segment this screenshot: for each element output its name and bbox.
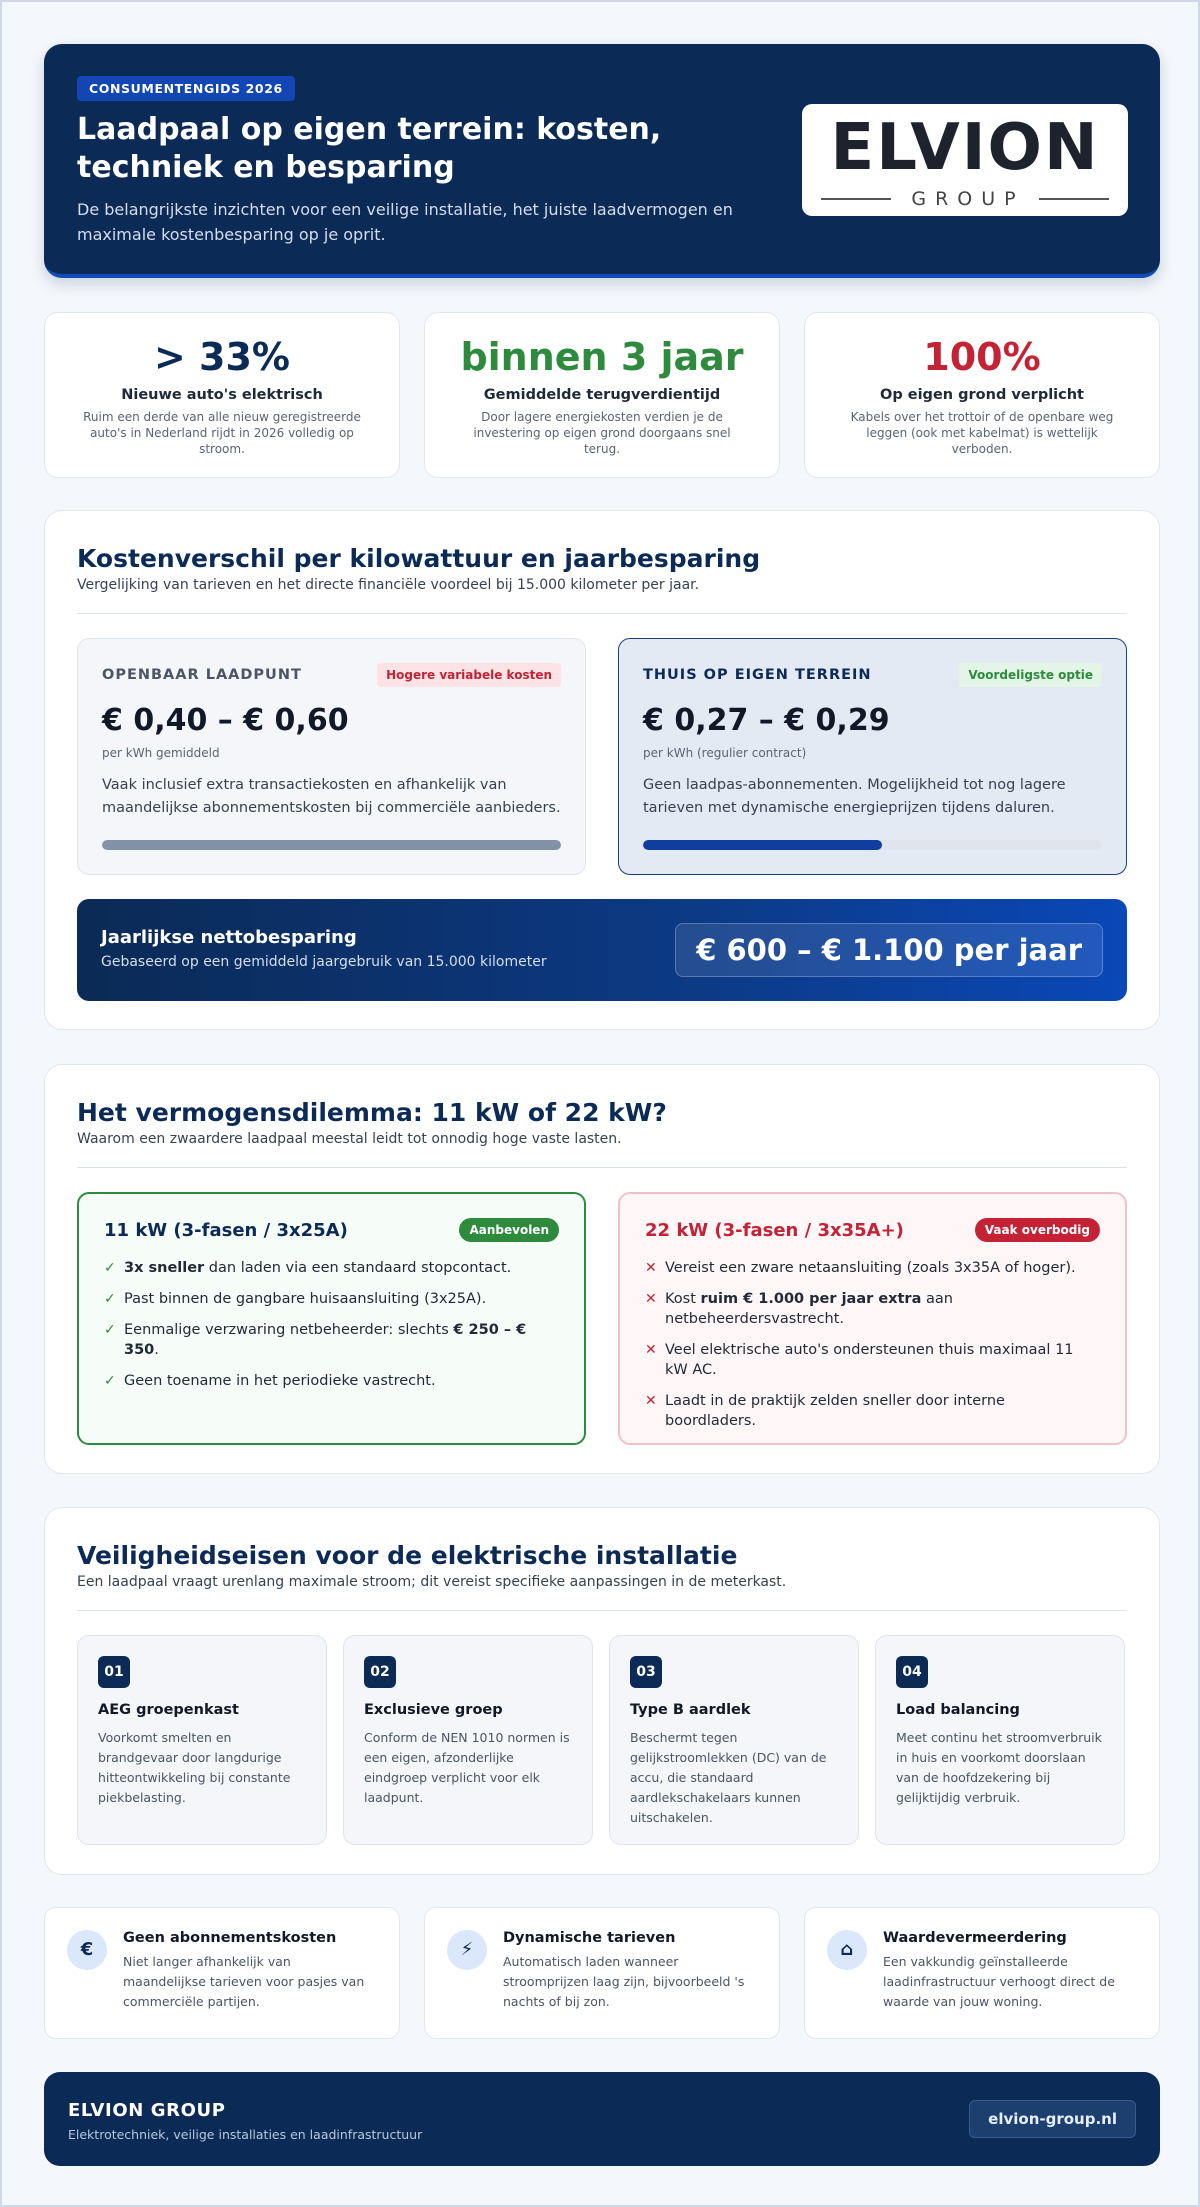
check-icon: ✓: [104, 1291, 116, 1307]
safety-text: Conform de NEN 1010 normen is een eigen, afzonderlijke eindgroep verplicht voor elk laadpunt.: [364, 1730, 570, 1805]
benefit-title: Geen abonnementskosten: [123, 1930, 337, 1946]
cost-bar-fill: [102, 840, 561, 850]
section-divider: [77, 613, 1127, 614]
stat-description: Door lagere energiekosten verdien je de investering op eigen grond doorgaans snel terug.: [473, 410, 731, 456]
cons-list: [645, 1258, 1100, 1431]
section-subtitle: Een laadpaal vraagt urenlang maximale stroom; dit vereist specifieke aanpassingen in de meterkast.: [77, 1574, 787, 1590]
stat-description: Ruim een derde van alle nieuw geregistreerde auto's in Nederland rijdt in 2026 volledig op stroom.: [83, 410, 361, 456]
section-subtitle: Waarom een zwaardere laadpaal meestal leidt tot onnodig hoge vaste lasten.: [77, 1131, 622, 1147]
stat-label: Op eigen grond verplicht: [880, 387, 1084, 403]
safety-card: [343, 1635, 593, 1845]
status-badge: Hogere variabele kosten: [377, 663, 561, 687]
benefits-row: [44, 1907, 1160, 2039]
stat-value: 100%: [923, 335, 1041, 379]
section-divider: [77, 1167, 1127, 1168]
stat-value: binnen 3 jaar: [460, 335, 744, 379]
cost-bar: [102, 840, 561, 850]
step-number: 04: [896, 1656, 928, 1688]
page-footer: [44, 2072, 1160, 2166]
safety-card: [875, 1635, 1125, 1845]
safety-text: Meet continu het stroomverbruik in huis en voorkomt doorslaan van de hoofdzekering bij gelijktijdig verbruik.: [896, 1730, 1102, 1805]
hero-badge: CONSUMENTENGIDS 2026: [77, 76, 295, 101]
benefit-text: Een vakkundig geïnstalleerde laadinfrastructuur verhoogt direct de waarde van jouw woning.: [883, 1954, 1115, 2009]
safety-title: Load balancing: [896, 1702, 1020, 1718]
power-comparison: [77, 1192, 1127, 1445]
list-item: ✕ Laadt in de praktijk zelden sneller door interne boordladers.: [645, 1393, 1005, 1429]
savings-subtitle: Gebaseerd op een gemiddeld jaargebruik van 15.000 kilometer: [101, 954, 547, 970]
benefit-text: Niet langer afhankelijk van maandelijkse tarieven voor pasjes van commerciële partijen.: [123, 1954, 365, 2009]
safety-card: [609, 1635, 859, 1845]
section-title: Veiligheidseisen voor de elektrische installatie: [77, 1541, 738, 1570]
section-divider: [77, 1610, 1127, 1611]
price-unit: per kWh (regulier contract): [643, 746, 807, 760]
lightning-icon: ⚡: [447, 1930, 487, 1970]
list-item: ✓ Eenmalige verzwaring netbeheerder: slechts € 250 – € 350.: [104, 1322, 527, 1358]
check-icon: ✓: [104, 1373, 116, 1389]
cross-icon: ✕: [645, 1393, 657, 1409]
public-charger-card: [77, 638, 586, 875]
safety-text: Voorkomt smelten en brandgevaar door langdurige hitteontwikkeling bij constante piekbelasting.: [98, 1730, 291, 1805]
step-number: 02: [364, 1656, 396, 1688]
list-item: ✓ Geen toename in het periodieke vastrecht.: [104, 1373, 436, 1389]
footer-tagline: Elektrotechniek, veilige installaties en laadinfrastructuur: [68, 2127, 423, 2142]
safety-text: Beschermt tegen gelijkstroomlekken (DC) van de accu, die standaard aardlekschakelaars kunnen uitschakelen.: [630, 1730, 827, 1825]
savings-title: Jaarlijkse nettobesparing: [101, 927, 357, 948]
logo-wordmark: ELVION: [830, 111, 1100, 185]
safety-title: AEG groepenkast: [98, 1702, 239, 1718]
stat-card-payback: [424, 312, 780, 478]
benefit-card: [424, 1907, 780, 2039]
page-title: Laadpaal op eigen terrein: kosten, techniek en besparing: [77, 112, 662, 185]
option-22kw-card: [618, 1192, 1127, 1445]
card-label: OPENBAAR LAADPUNT: [102, 667, 302, 683]
option-11kw-card: [77, 1192, 586, 1445]
hero-subtitle: De belangrijkste inzichten voor een veilige installatie, het juiste laadvermogen en maximale kostenbesparing op je oprit.: [77, 200, 733, 244]
price-range: € 0,40 – € 0,60: [102, 703, 349, 738]
logo-sub-row: [802, 188, 1128, 210]
cost-section: [44, 510, 1160, 1030]
stat-card-own-ground: [804, 312, 1160, 478]
list-item: ✓ Past binnen de gangbare huisaansluiting (3x25A).: [104, 1291, 487, 1307]
hero-banner: [44, 44, 1160, 278]
logo-subtext: GROUP: [911, 188, 1025, 210]
cost-bar-fill: [643, 840, 882, 850]
website-link[interactable]: elvion-group.nl: [969, 2100, 1136, 2138]
list-item: ✕ Veel elektrische auto's ondersteunen thuis maximaal 11 kW AC.: [645, 1342, 1074, 1378]
stat-description: Kabels over het trottoir of de openbare weg leggen (ook met kabelmat) is wettelijk verboden.: [850, 410, 1114, 456]
card-label: THUIS OP EIGEN TERREIN: [643, 667, 872, 683]
card-description: Geen laadpas-abonnementen. Mogelijkheid tot nog lagere tarieven met dynamische energieprijzen tijdens daluren.: [643, 777, 1066, 816]
stats-row: [44, 312, 1160, 478]
section-title: Kostenverschil per kilowattuur en jaarbesparing: [77, 544, 761, 573]
cross-icon: ✕: [645, 1291, 657, 1307]
recommended-badge: Aanbevolen: [459, 1218, 559, 1242]
stat-label: Gemiddelde terugverdientijd: [483, 387, 721, 403]
card-description: Vaak inclusief extra transactiekosten en afhankelijk van maandelijkse abonnementskosten bij commerciële aanbieders.: [102, 777, 561, 816]
status-badge: Voordeligste optie: [959, 663, 1102, 687]
option-title: 11 kW (3-fasen / 3x25A): [104, 1219, 348, 1241]
section-subtitle: Vergelijking van tarieven en het directe financiële voordeel bij 15.000 kilometer per jaar.: [77, 577, 700, 593]
page-wrapper: [44, 44, 1160, 2142]
home-charger-card: [618, 638, 1127, 875]
power-section: [44, 1064, 1160, 1474]
cross-icon: ✕: [645, 1260, 657, 1276]
safety-section: [44, 1507, 1160, 1875]
safety-title: Exclusieve groep: [364, 1702, 503, 1718]
cost-comparison: [77, 638, 1127, 875]
warning-badge: Vaak overbodig: [975, 1218, 1100, 1242]
stat-value: > 33%: [153, 335, 291, 379]
euro-icon: €: [67, 1930, 107, 1970]
price-unit: per kWh gemiddeld: [102, 746, 220, 760]
step-number: 01: [98, 1656, 130, 1688]
footer-brand: ELVION GROUP: [68, 2100, 226, 2121]
benefit-card: [804, 1907, 1160, 2039]
step-number: 03: [630, 1656, 662, 1688]
stat-card-electric: [44, 312, 400, 478]
benefit-card: [44, 1907, 400, 2039]
logo-divider-left: [821, 198, 891, 200]
check-icon: ✓: [104, 1260, 116, 1276]
logo-divider-right: [1039, 198, 1109, 200]
list-item: ✕ Vereist een zware netaansluiting (zoals 3x35A of hoger).: [645, 1260, 1076, 1276]
safety-card: [77, 1635, 327, 1845]
check-icon: ✓: [104, 1322, 116, 1338]
list-item: ✕ Kost ruim € 1.000 per jaar extra aan netbeheerdersvastrecht.: [645, 1291, 953, 1327]
benefit-text: Automatisch laden wanneer stroomprijzen laag zijn, bijvoorbeeld 's nachts of bij zon.: [503, 1954, 745, 2009]
safety-requirements: [77, 1635, 1127, 1845]
price-range: € 0,27 – € 0,29: [643, 703, 890, 738]
home-icon: ⌂: [827, 1930, 867, 1970]
savings-banner: [77, 899, 1127, 1001]
cross-icon: ✕: [645, 1342, 657, 1358]
section-title: Het vermogensdilemma: 11 kW of 22 kW?: [77, 1098, 667, 1127]
benefit-title: Dynamische tarieven: [503, 1930, 676, 1946]
benefit-title: Waardevermeerdering: [883, 1930, 1067, 1946]
cost-bar: [643, 840, 1102, 850]
company-logo: [802, 104, 1128, 216]
pros-list: [104, 1258, 559, 1391]
stat-label: Nieuwe auto's elektrisch: [121, 387, 323, 403]
option-title: 22 kW (3-fasen / 3x35A+): [645, 1219, 904, 1241]
safety-title: Type B aardlek: [630, 1702, 751, 1718]
savings-value: € 600 – € 1.100 per jaar: [675, 923, 1103, 977]
list-item: ✓ 3x sneller dan laden via een standaard stopcontact.: [104, 1260, 512, 1276]
